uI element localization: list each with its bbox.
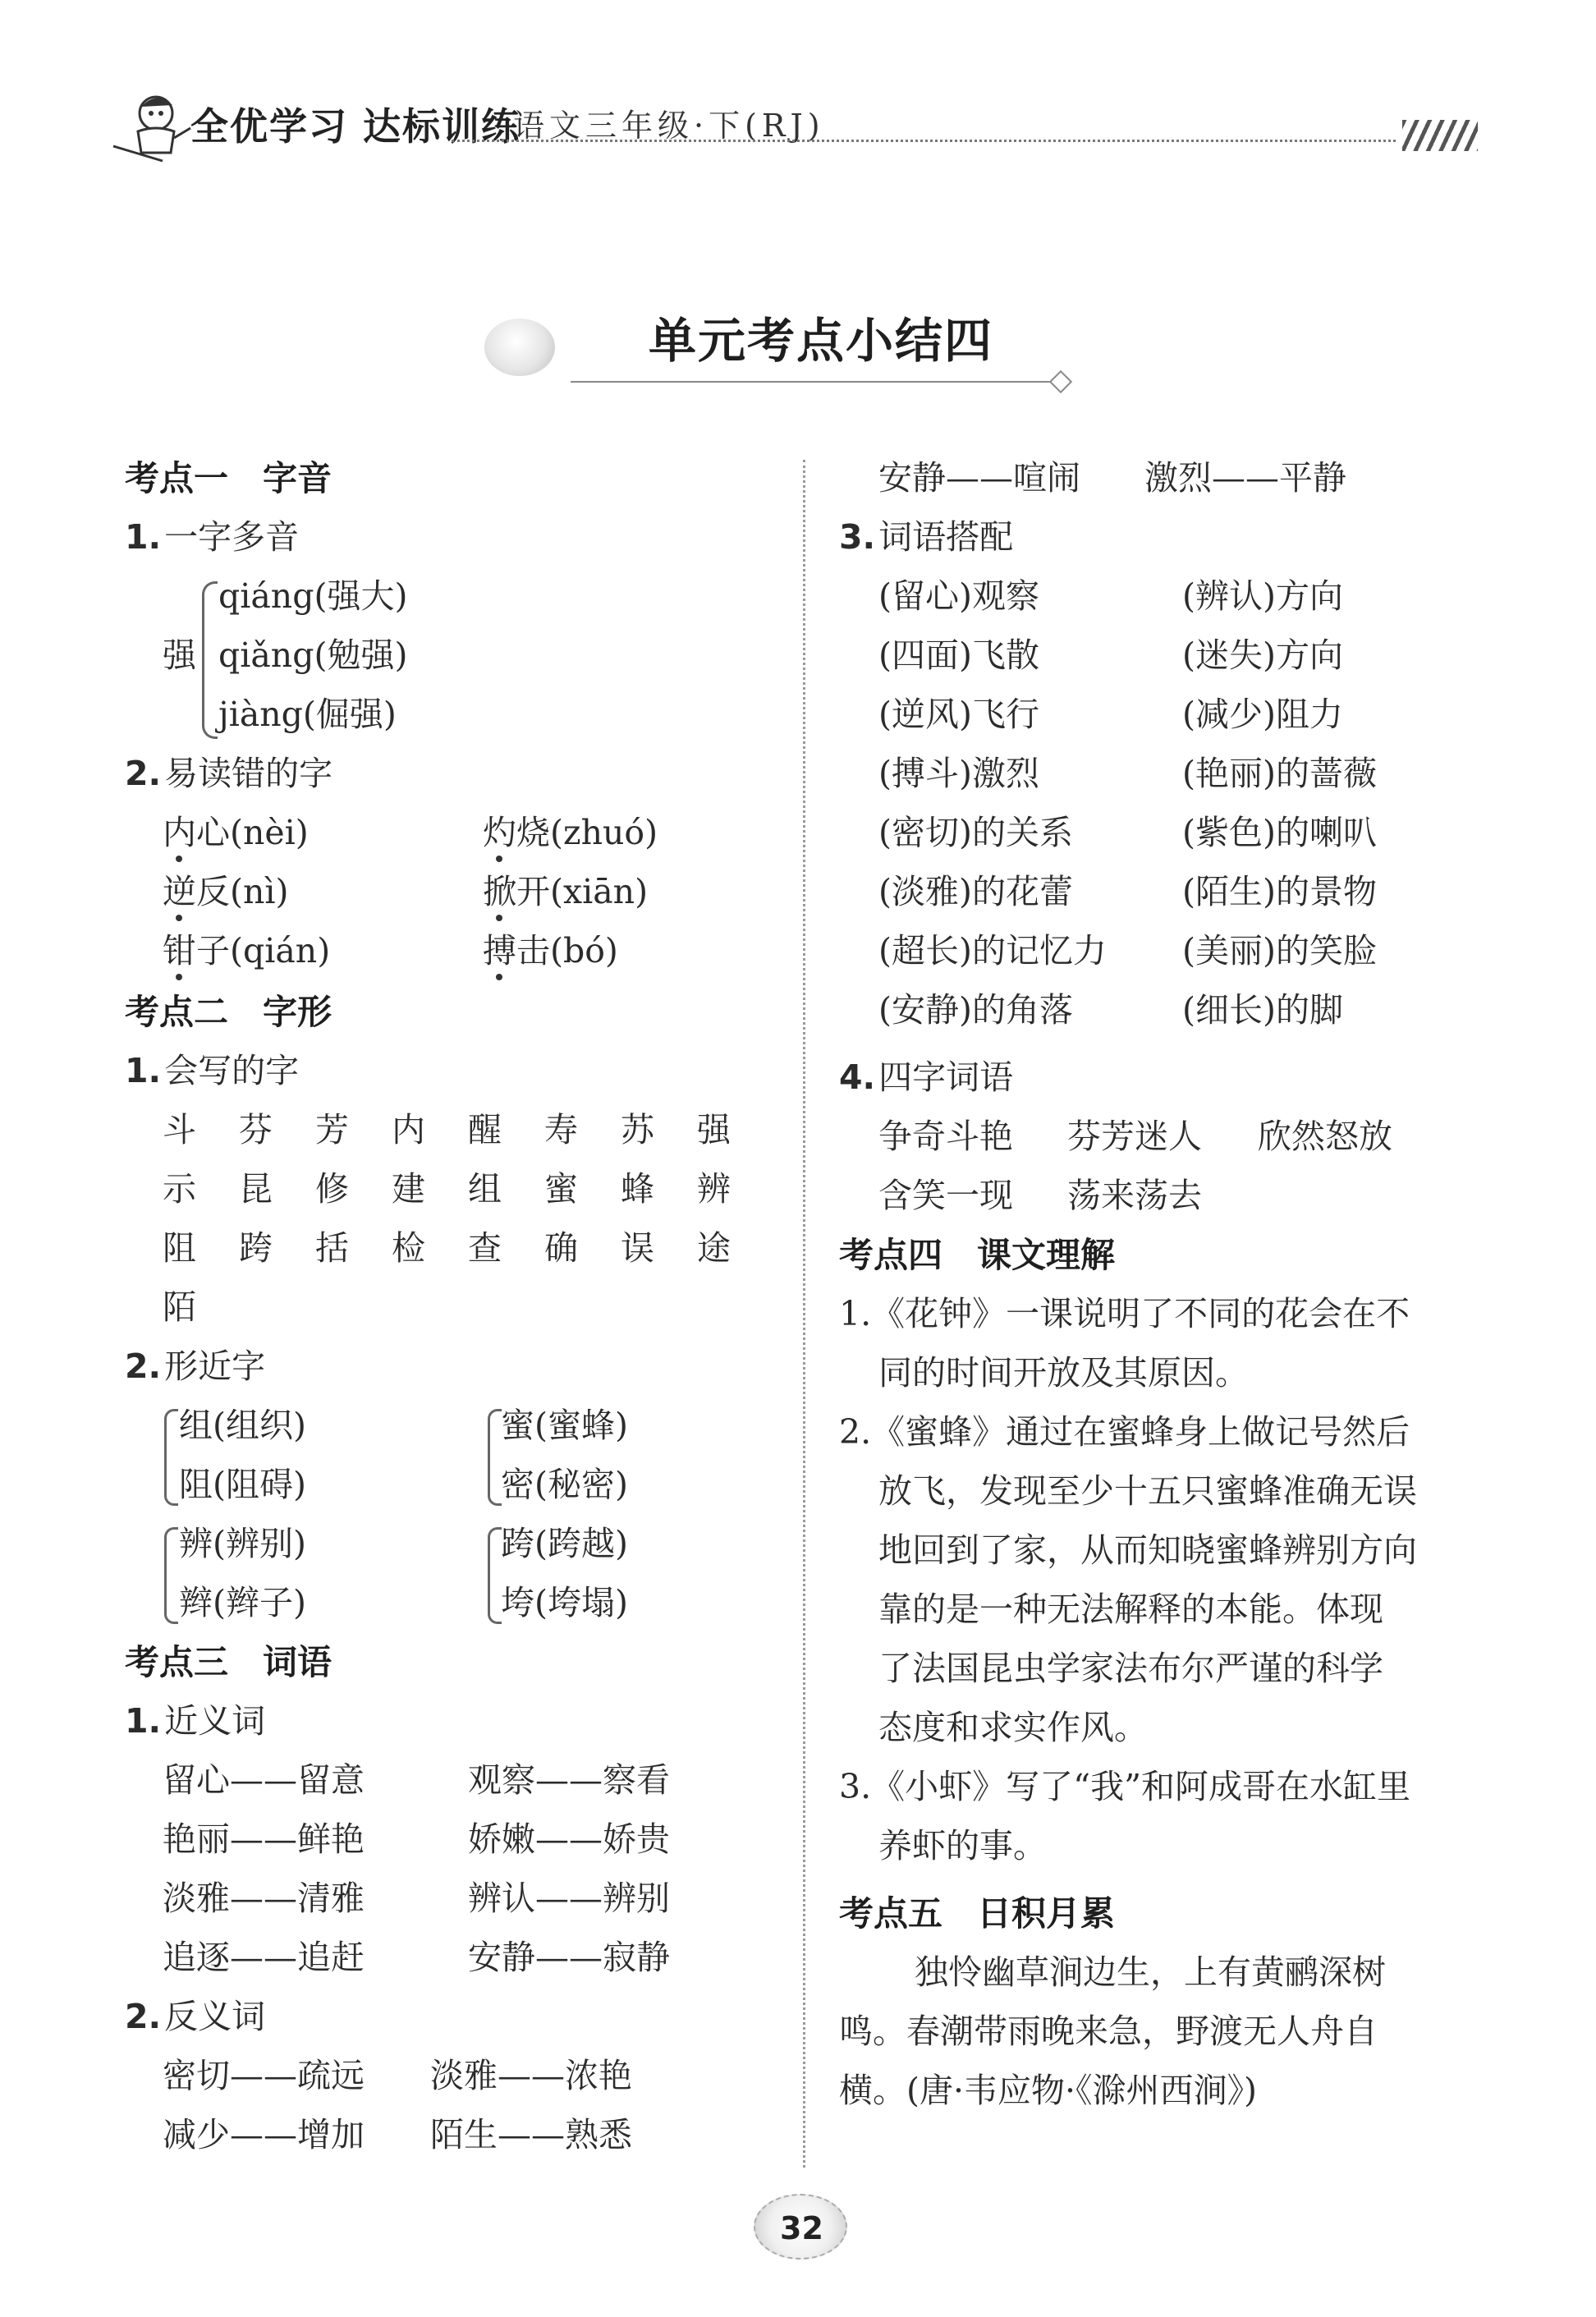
paragraph-line: 3.《小虾》写了“我”和阿成哥在水缸里 — [839, 1767, 1411, 1806]
misread-word: 灼烧(zhuó) — [483, 813, 658, 852]
misread-word: 逆反(nì) — [163, 872, 289, 911]
synonym-pair: 留心——留意 — [163, 1760, 365, 1800]
subsection-3-3: 3.词语搭配 — [839, 517, 1014, 557]
similar-brace — [488, 1527, 502, 1624]
polyphone-char: 强 — [163, 635, 196, 675]
writing-char: 寿 — [544, 1110, 578, 1149]
synonym-pair: 艳丽——鲜艳 — [163, 1819, 365, 1859]
synonym-pair: 淡雅——清雅 — [163, 1879, 365, 1918]
collocation: (密切)的关系 — [878, 813, 1073, 852]
poem-line: 鸣。春潮带雨晚来急，野渡无人舟自 — [839, 2012, 1378, 2051]
writing-char: 确 — [544, 1228, 578, 1268]
paragraph-line: 态度和求实作风。 — [878, 1708, 1148, 1747]
polyphone-brace — [202, 581, 218, 739]
collocation: (留心)观察 — [878, 576, 1039, 616]
writing-char: 组 — [468, 1169, 502, 1209]
antonym-pair: 安静——喧闹 — [878, 458, 1080, 498]
collocation: (超长)的记忆力 — [878, 931, 1107, 970]
polyphone-reading: qiáng(强大) — [218, 576, 408, 616]
similar-char: 阻(阻碍) — [179, 1465, 306, 1504]
section-heading-3: 考点三 词语 — [125, 1642, 332, 1682]
page-number: 32 — [780, 2210, 823, 2246]
writing-char: 斗 — [163, 1110, 196, 1149]
header-subtitle: 语文三年级·下(RJ) — [513, 108, 825, 144]
collocation: (逆风)飞行 — [878, 695, 1039, 734]
column-divider — [803, 460, 805, 2168]
writing-char: 蜂 — [621, 1169, 654, 1209]
page-title: 单元考点小结四 — [649, 313, 994, 369]
collocation: (迷失)方向 — [1182, 635, 1343, 675]
synonym-pair: 安静——寂静 — [468, 1938, 670, 1977]
misread-word: 搏击(bó) — [483, 931, 618, 970]
misread-word: 内心(nèi) — [163, 813, 309, 852]
subsection-1-2: 2.易读错的字 — [125, 754, 333, 793]
misread-word: 钳子(qián) — [163, 931, 331, 970]
title-underline — [571, 381, 1063, 383]
section-heading-2: 考点二 字形 — [125, 992, 332, 1032]
paragraph-line: 养虾的事。 — [878, 1826, 1047, 1865]
collocation: (紫色)的喇叭 — [1182, 813, 1377, 852]
emphasis-dot — [176, 915, 182, 921]
paragraph-line: 地回到了家，从而知晓蜜蜂辨别方向 — [878, 1530, 1417, 1570]
subsection-1-1: 1.一字多音 — [125, 517, 300, 557]
idiom: 欣然怒放 — [1258, 1117, 1392, 1156]
polyphone-reading: jiàng(倔强) — [218, 695, 397, 734]
writing-char: 醒 — [468, 1110, 502, 1149]
collocation: (美丽)的笑脸 — [1182, 931, 1377, 970]
writing-char: 示 — [163, 1169, 196, 1209]
collocation: (四面)飞散 — [878, 635, 1039, 675]
collocation: (细长)的脚 — [1182, 990, 1343, 1030]
writing-char: 陌 — [163, 1287, 196, 1327]
paragraph-line: 1.《花钟》一课说明了不同的花会在不 — [839, 1294, 1410, 1333]
writing-char: 蜜 — [544, 1169, 578, 1209]
writing-char: 途 — [697, 1228, 731, 1268]
emphasis-dot — [176, 856, 182, 862]
section-heading-1: 考点一 字音 — [125, 458, 332, 498]
writing-char: 阻 — [163, 1228, 196, 1268]
misread-word: 掀开(xiān) — [483, 872, 649, 911]
collocation: (艳丽)的蔷薇 — [1182, 754, 1377, 793]
synonym-pair: 追逐——追赶 — [163, 1938, 365, 1977]
poem-line: 独怜幽草涧边生，上有黄鹂深树 — [915, 1952, 1386, 1992]
brand-logo-text: 全优学习 达标训练 — [190, 104, 521, 149]
writing-char: 括 — [315, 1228, 349, 1268]
antonym-pair: 减少——增加 — [163, 2115, 365, 2154]
title-oval-decoration — [484, 319, 555, 376]
polyphone-reading: qiǎng(勉强) — [218, 635, 408, 675]
similar-brace — [488, 1409, 502, 1506]
mascot-icon — [105, 89, 195, 167]
emphasis-dot — [496, 915, 502, 921]
writing-char: 查 — [468, 1228, 502, 1268]
synonym-pair: 辨认——辨别 — [468, 1879, 670, 1918]
writing-char: 芬 — [239, 1110, 273, 1149]
writing-char: 修 — [315, 1169, 349, 1209]
title-diamond-decoration — [1049, 370, 1072, 393]
writing-char: 跨 — [239, 1228, 273, 1268]
idiom: 芬芳迷人 — [1067, 1117, 1202, 1156]
writing-char: 苏 — [621, 1110, 654, 1149]
synonym-pair: 娇嫩——娇贵 — [468, 1819, 670, 1859]
collocation: (减少)阻力 — [1182, 695, 1343, 734]
header-stripes-decoration — [1402, 120, 1478, 151]
subsection-3-1: 1.近义词 — [125, 1701, 266, 1741]
writing-char: 昆 — [239, 1169, 273, 1209]
paragraph-line: 2.《蜜蜂》通过在蜜蜂身上做记号然后 — [839, 1412, 1410, 1452]
synonym-pair: 观察——察看 — [468, 1760, 670, 1800]
emphasis-dot — [176, 974, 182, 980]
collocation: (淡雅)的花蕾 — [878, 872, 1073, 911]
idiom: 荡来荡去 — [1067, 1176, 1202, 1215]
poem-line: 横。(唐·韦应物·《滁州西涧》) — [839, 2071, 1258, 2110]
writing-char: 建 — [392, 1169, 425, 1209]
writing-char: 误 — [621, 1228, 654, 1268]
paragraph-line: 了法国昆虫学家法布尔严谨的科学 — [878, 1649, 1383, 1688]
paragraph-line: 放飞，发现至少十五只蜜蜂准确无误 — [878, 1471, 1417, 1511]
writing-char: 强 — [697, 1110, 731, 1149]
collocation: (搏斗)激烈 — [878, 754, 1039, 793]
similar-char: 辨(辨别) — [179, 1524, 306, 1563]
similar-char: 组(组织) — [179, 1406, 306, 1445]
emphasis-dot — [496, 856, 502, 862]
collocation: (陌生)的景物 — [1182, 872, 1377, 911]
antonym-pair: 激烈——平静 — [1144, 458, 1346, 498]
similar-char: 辫(辫子) — [179, 1583, 306, 1622]
similar-char: 蜜(蜜蜂) — [501, 1406, 628, 1445]
writing-char: 内 — [392, 1110, 425, 1149]
paragraph-line: 同的时间开放及其原因。 — [878, 1353, 1249, 1392]
idiom: 含笑一现 — [878, 1176, 1013, 1215]
paragraph-line: 靠的是一种无法解释的本能。体现 — [878, 1590, 1383, 1629]
writing-char: 芳 — [315, 1110, 349, 1149]
section-heading-5: 考点五 日积月累 — [839, 1893, 1116, 1934]
subsection-3-4: 4.四字词语 — [839, 1058, 1014, 1097]
similar-char: 垮(垮塌) — [501, 1583, 628, 1622]
antonym-pair: 陌生——熟悉 — [430, 2115, 632, 2154]
writing-char: 检 — [392, 1228, 425, 1268]
section-heading-4: 考点四 课文理解 — [839, 1235, 1116, 1275]
similar-char: 密(秘密) — [501, 1465, 628, 1504]
similar-brace — [164, 1409, 178, 1506]
subsection-3-2: 2.反义词 — [125, 1997, 266, 2036]
idiom: 争奇斗艳 — [878, 1117, 1013, 1156]
header-divider — [452, 140, 1396, 142]
antonym-pair: 淡雅——浓艳 — [430, 2056, 632, 2095]
subsection-2-2: 2.形近字 — [125, 1347, 266, 1386]
collocation: (安静)的角落 — [878, 990, 1073, 1030]
similar-brace — [164, 1527, 178, 1624]
collocation: (辨认)方向 — [1182, 576, 1343, 616]
antonym-pair: 密切——疏远 — [163, 2056, 365, 2095]
similar-char: 跨(跨越) — [501, 1524, 628, 1563]
emphasis-dot — [496, 974, 502, 980]
subsection-2-1: 1.会写的字 — [125, 1051, 300, 1090]
writing-char: 辨 — [697, 1169, 731, 1209]
